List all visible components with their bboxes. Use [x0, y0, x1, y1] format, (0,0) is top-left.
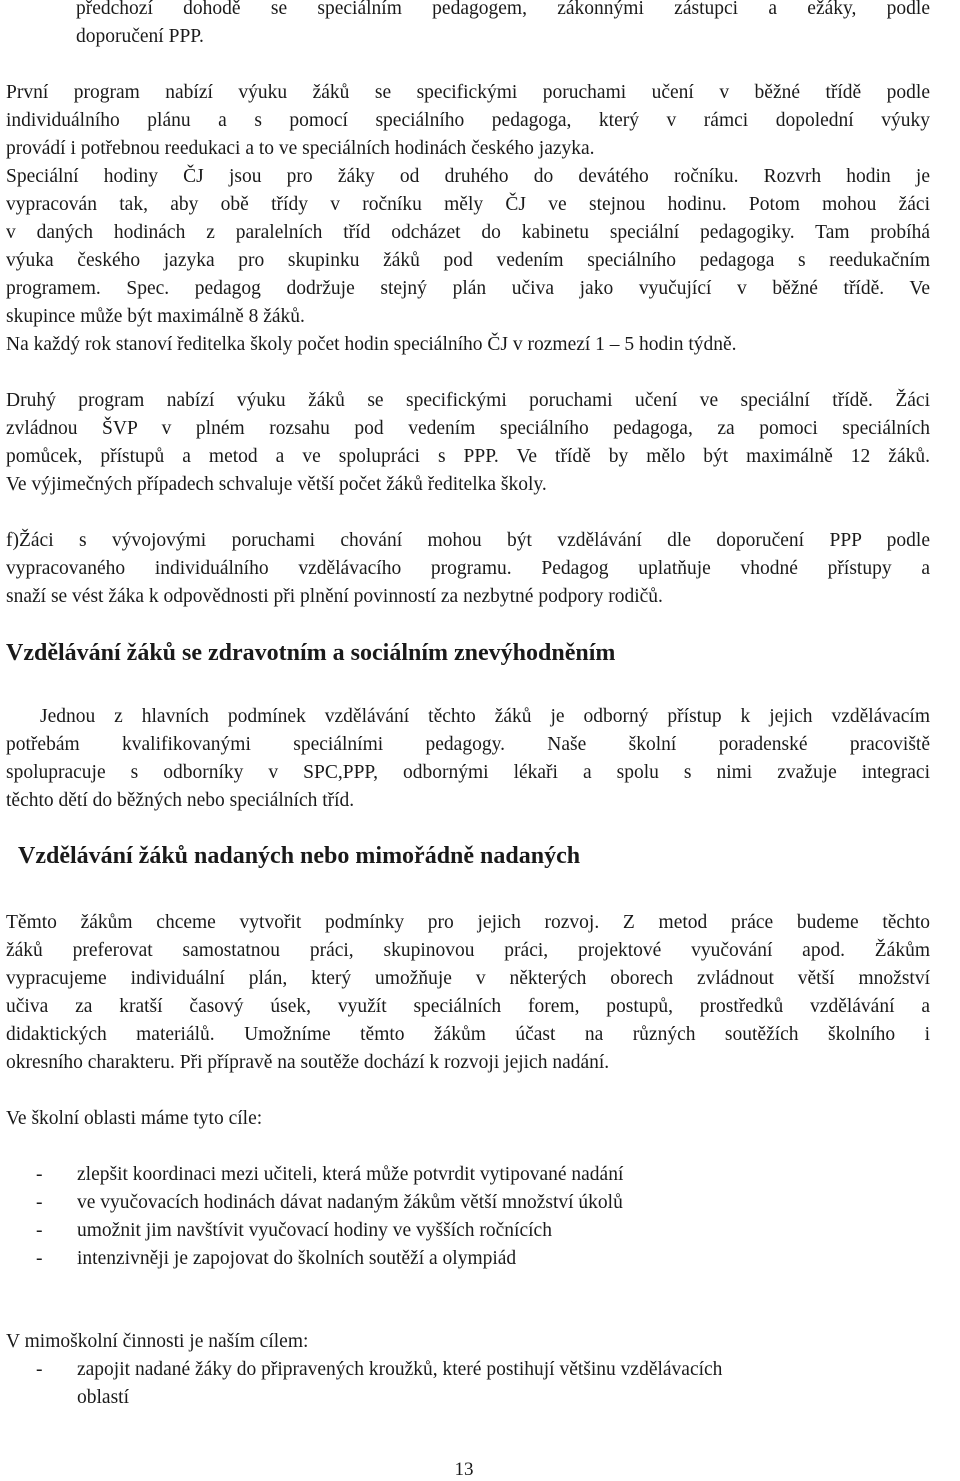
text-line: První program nabízí výuku žáků se specifickými poruchami učení v běžné třídě podle — [6, 82, 930, 103]
text-line: vypracovaného individuálního vzdělávacího programu. Pedagog uplatňuje vhodné přístupy a — [6, 558, 930, 579]
list-intro: V mimoškolní činnosti je naším cílem: — [6, 1331, 309, 1352]
text-line: Druhý program nabízí výuku žáků se specifickými poruchami učení ve speciální třídě. Žáci — [6, 390, 930, 411]
text-line: zvládnou ŠVP v plném rozsahu pod vedením speciálního pedagoga, za pomoci speciálních — [6, 418, 930, 439]
list-item-continuation: oblastí — [77, 1387, 129, 1408]
text-line: učiva za kratší časový úsek, využít speciálních forem, postupů, prostředků vzdělávání a — [6, 996, 930, 1017]
text-line: Těmto žákům chceme vytvořit podmínky pro jejich rozvoj. Z metod práce budeme těchto — [6, 912, 930, 933]
text-line: v daných hodinách z paralelních tříd odcházet do kabinetu speciální pedagogiky. Tam probíhá — [6, 222, 930, 243]
text-line: programem. Spec. pedagog dodržuje stejný plán učiva jako vyučující v běžné třídě. Ve — [6, 278, 930, 299]
text-line: výuka českého jazyka pro skupinku žáků pod vedením speciálního pedagoga s reedukačním — [6, 250, 930, 271]
text-line: vypracujeme individuální plán, který umožňuje v některých oborech zvládnout větší množství — [6, 968, 930, 989]
text-line: f)Žáci s vývojovými poruchami chování mohou být vzdělávání dle doporučení PPP podle — [6, 530, 930, 551]
text-line: potřebám kvalifikovanými speciálními pedagogy. Naše školní poradenské pracoviště — [6, 734, 930, 755]
list-intro: Ve školní oblasti máme tyto cíle: — [6, 1108, 263, 1129]
text-line: pomůcek, přístupů a metod a ve spolupráci s PPP. Ve třídě by mělo být maximálně 12 žáků. — [6, 446, 930, 467]
section-heading: Vzdělávání žáků nadaných nebo mimořádně nadaných — [18, 843, 581, 869]
text-line: Ve výjimečných případech schvaluje větší počet žáků ředitelka školy. — [6, 474, 547, 495]
bullet-marker: - — [36, 1359, 43, 1380]
text-line: doporučení PPP. — [76, 26, 204, 47]
list-item: umožnit jim navštívit vyučovací hodiny ve vyšších ročnících — [77, 1220, 552, 1241]
text-line: individuálního plánu a s pomocí speciálního pedagoga, který v rámci dopolední výuky — [6, 110, 930, 131]
text-line: těchto dětí do běžných nebo speciálních tříd. — [6, 790, 355, 811]
text-line: skupince může být maximálně 8 žáků. — [6, 306, 305, 327]
text-line: didaktických materiálů. Umožníme těmto žákům účast na různých soutěžích školního i — [6, 1024, 930, 1045]
text-line: okresního charakteru. Při přípravě na soutěže dochází k rozvoji jejich nadání. — [6, 1052, 610, 1073]
text-line: vypracován tak, aby obě třídy v ročníku měly ČJ ve stejnou hodinu. Potom mohou žáci — [6, 194, 930, 215]
bullet-marker: - — [36, 1164, 43, 1185]
text-line: předchozí dohodě se speciálním pedagogem, zákonnými zástupci a ežáky, podle — [76, 0, 930, 19]
text-line: provádí i potřebnou reedukaci a to ve speciálních hodinách českého jazyka. — [6, 138, 595, 159]
list-item: ve vyučovacích hodinách dávat nadaným žákům větší množství úkolů — [77, 1192, 623, 1213]
list-item: intenzivněji je zapojovat do školních soutěží a olympiád — [77, 1248, 517, 1269]
text-line: Na každý rok stanoví ředitelka školy počet hodin speciálního ČJ v rozmezí 1 – 5 hodin týdně. — [6, 334, 737, 355]
text-line: Speciální hodiny ČJ jsou pro žáky od druhého do devátého ročníku. Rozvrh hodin je — [6, 166, 930, 187]
section-heading: Vzdělávání žáků se zdravotním a sociálním znevýhodněním — [6, 640, 616, 666]
list-item: zapojit nadané žáky do připravených kroužků, které postihují většinu vzdělávacích — [77, 1359, 723, 1380]
list-item: zlepšit koordinaci mezi učiteli, která může potvrdit vytipované nadání — [77, 1164, 624, 1185]
bullet-marker: - — [36, 1248, 43, 1269]
text-line: Jednou z hlavních podmínek vzdělávání těchto žáků je odborný přístup k jejich vzdělávacím — [40, 706, 930, 727]
text-line: žáků preferovat samostatnou práci, skupinovou práci, projektové vyučování apod. Žákům — [6, 940, 930, 961]
text-line: snaží se vést žáka k odpovědnosti při plnění povinností za nezbytné podpory rodičů. — [6, 586, 663, 607]
bullet-marker: - — [36, 1220, 43, 1241]
page-number: 13 — [454, 1459, 474, 1480]
text-line: spolupracuje s odborníky v SPC,PPP, odbornými lékaři a spolu s nimi zvažuje integraci — [6, 762, 930, 783]
bullet-marker: - — [36, 1192, 43, 1213]
